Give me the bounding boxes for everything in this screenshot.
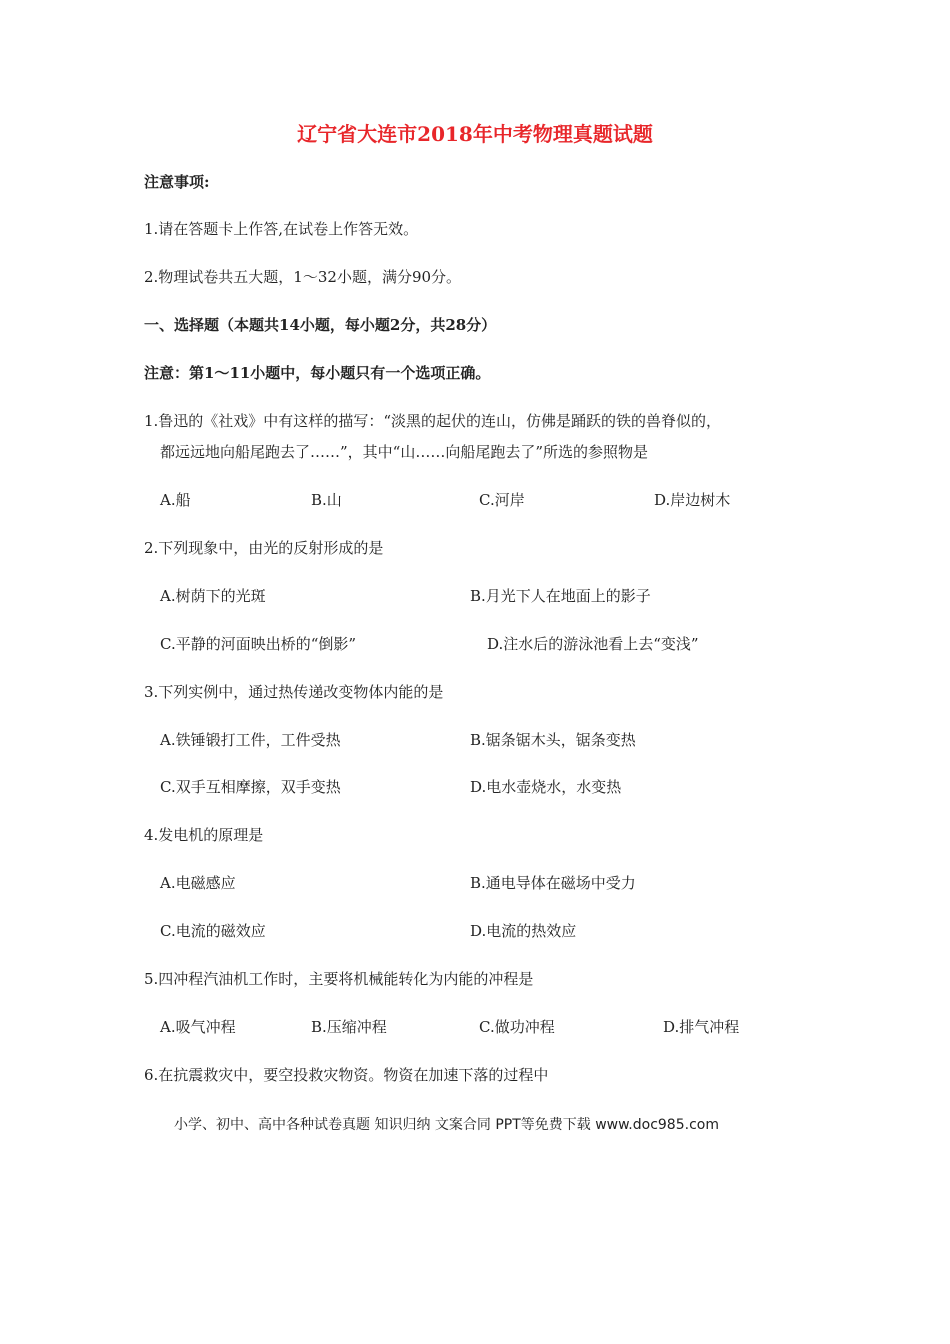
question-1-stem-line-2: 都远远地向船尾跑去了……”，其中“山……向船尾跑去了”所选的参照物是 (160, 443, 649, 461)
question-5-option-d: D.排气冲程 (663, 1018, 740, 1036)
question-4-stem: 4.发电机的原理是 (144, 826, 264, 844)
question-5-option-b: B.压缩冲程 (311, 1018, 387, 1036)
question-2-stem: 2.下列现象中，由光的反射形成的是 (144, 539, 384, 557)
question-1-option-c: C.河岸 (479, 491, 525, 509)
question-5-stem: 5.四冲程汽油机工作时，主要将机械能转化为内能的冲程是 (144, 970, 534, 988)
question-3-option-d: D.电水壶烧水，水变热 (470, 778, 622, 796)
question-1-option-d: D.岸边树木 (654, 491, 731, 509)
question-2-option-d: D.注水后的游泳池看上去“变浅” (487, 635, 699, 653)
question-1-stem-line-1: 1.鲁迅的《社戏》中有这样的描写：“淡黑的起伏的连山，仿佛是踊跃的铁的兽脊似的， (144, 412, 721, 430)
section-note: 注意：第1～11小题中，每小题只有一个选项正确。 (144, 364, 491, 382)
question-4-option-a: A.电磁感应 (160, 874, 236, 892)
question-3-option-b: B.锯条锯木头，锯条变热 (470, 731, 636, 749)
notice-heading: 注意事项: (144, 173, 210, 191)
question-3-option-a: A.铁锤锻打工件，工件受热 (160, 731, 341, 749)
question-1-option-b: B.山 (311, 491, 342, 509)
question-4-option-d: D.电流的热效应 (470, 922, 577, 940)
question-3-option-c: C.双手互相摩擦，双手变热 (160, 778, 341, 796)
section-heading: 一、选择题（本题共14小题，每小题2分，共28分） (144, 316, 497, 334)
question-2-option-a: A.树荫下的光斑 (160, 587, 266, 605)
question-6-stem: 6.在抗震救灾中，要空投救灾物资。物资在加速下落的过程中 (144, 1066, 549, 1084)
question-3-stem: 3.下列实例中，通过热传递改变物体内能的是 (144, 683, 444, 701)
question-2-option-c: C.平静的河面映出桥的“倒影” (160, 635, 357, 653)
notice-item-1: 1.请在答题卡上作答,在试卷上作答无效。 (144, 220, 419, 238)
question-4-option-b: B.通电导体在磁场中受力 (470, 874, 636, 892)
question-5-option-c: C.做功冲程 (479, 1018, 555, 1036)
question-4-option-c: C.电流的磁效应 (160, 922, 266, 940)
question-1-option-a: A.船 (160, 491, 191, 509)
page-title: 辽宁省大连市2018年中考物理真题试题 (297, 122, 653, 146)
question-2-option-b: B.月光下人在地面上的影子 (470, 587, 651, 605)
page-footer: 小学、初中、高中各种试卷真题 知识归纳 文案合同 PPT等免费下载 www.doc985.com (174, 1117, 719, 1133)
question-5-option-a: A.吸气冲程 (160, 1018, 236, 1036)
notice-item-2: 2.物理试卷共五大题，1～32小题，满分90分。 (144, 268, 462, 286)
